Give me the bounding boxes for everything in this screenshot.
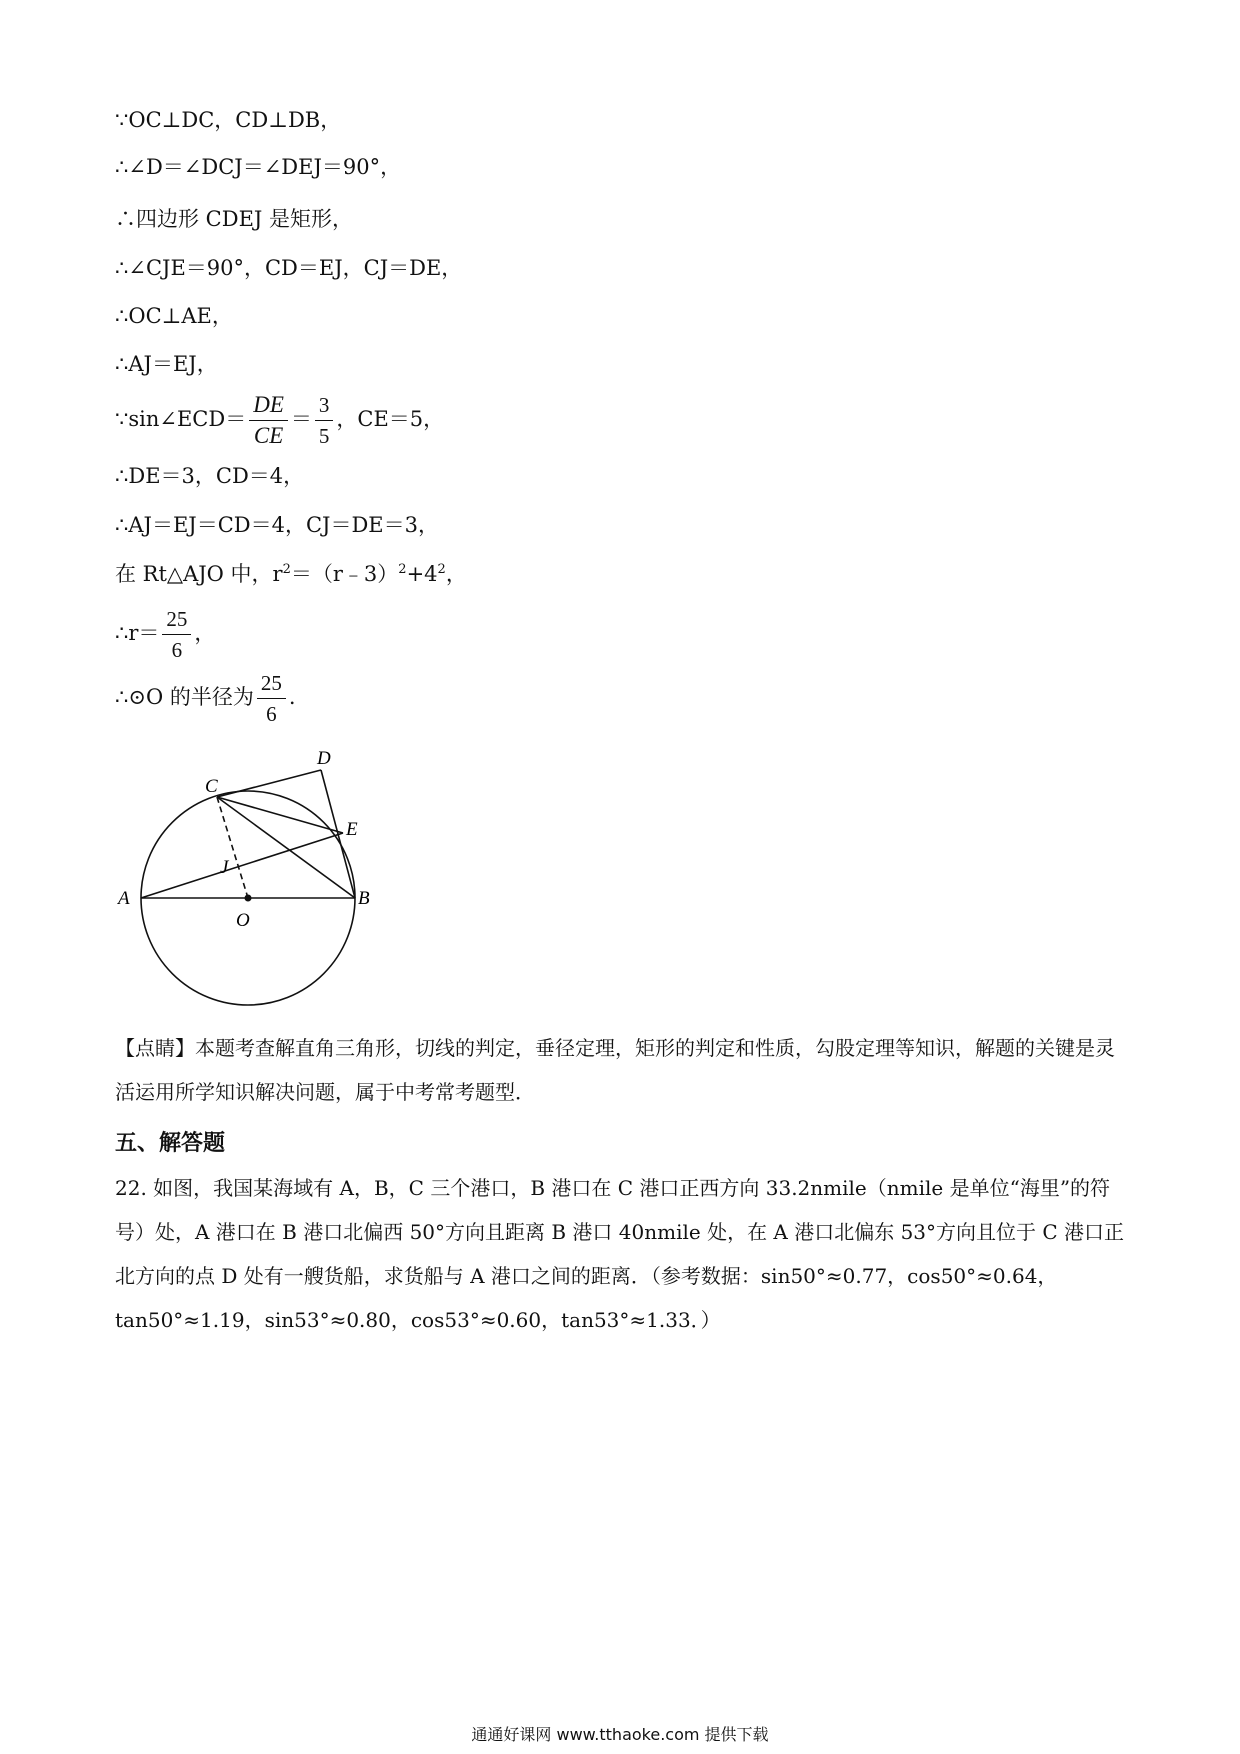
dashed-segment-co: [217, 797, 248, 898]
equation-part: +4: [406, 562, 438, 586]
exponent: 2: [437, 562, 446, 577]
solution-line-8: ∴DE＝3，CD＝4，: [115, 464, 305, 488]
comment-paragraph: 【点睛】本题考查解直角三角形，切线的判定，垂径定理，矩形的判定和性质，勾股定理等知识，解题的关键是灵活运用所学知识解决问题，属于中考常考题型．: [115, 1036, 1115, 1104]
fraction-25-6: [162, 604, 191, 665]
solution-line-9: ∴AJ＝EJ＝CD＝4，CJ＝DE＝3，: [115, 513, 439, 537]
conclusion-prefix: ∴⊙O 的半径为: [115, 685, 254, 709]
sin-suffix: ，CE＝5，: [336, 407, 445, 431]
solution-line-4: ∴∠CJE＝90°，CD＝EJ，CJ＝DE，: [115, 256, 463, 280]
solution-line-6: ∴AJ＝EJ，: [115, 352, 218, 376]
solution-line-3: ∴四边形 CDEJ 是矩形，: [115, 207, 354, 231]
solution-line-11: [115, 604, 215, 665]
fraction-3-5: [315, 390, 334, 451]
fraction-denominator: 6: [266, 702, 277, 726]
solution-line-12: [115, 668, 296, 729]
center-point-o: [245, 895, 252, 902]
equals-sign: ＝: [290, 407, 312, 431]
exponent: 2: [282, 562, 291, 577]
label-b: B: [358, 888, 370, 909]
label-j: J: [220, 857, 229, 878]
conclusion-suffix: .: [288, 685, 296, 709]
solution-line-10: [115, 560, 467, 588]
label-c: C: [205, 776, 218, 797]
fraction-denominator: CE: [253, 423, 284, 448]
segment-cb: [217, 797, 355, 898]
label-d: D: [317, 748, 331, 769]
geometry-figure: [110, 742, 390, 1012]
equation-part: ＝（r﹣3）: [290, 562, 399, 586]
solution-line-7: [115, 390, 444, 451]
fraction-denominator: 6: [171, 638, 183, 662]
fraction-25-6: [257, 668, 286, 729]
label-a: A: [118, 888, 130, 909]
section-heading: 五、解答题: [115, 1131, 226, 1156]
fraction-numerator: 3: [315, 390, 334, 421]
page-footer: 通通好课网 www.tthaoke.com 提供下载: [471, 1725, 769, 1744]
solution-line-2: ∴∠D＝∠DCJ＝∠DEJ＝90°，: [115, 155, 402, 179]
fraction-numerator: 25: [257, 668, 286, 699]
exponent: 2: [398, 562, 407, 577]
label-e: E: [346, 819, 358, 840]
label-o: O: [236, 910, 250, 931]
fraction-denominator: 5: [318, 424, 330, 448]
solution-line-1: ∵OC⊥DC，CD⊥DB，: [115, 108, 342, 132]
solution-line-5: ∴OC⊥AE，: [115, 304, 233, 328]
radius-suffix: ，: [194, 621, 216, 645]
segment-ce: [217, 797, 343, 833]
segment-ae: [141, 833, 343, 898]
radius-prefix: ∴r＝: [115, 621, 160, 645]
fraction-numerator: DE: [249, 390, 288, 421]
equation-part: ，: [445, 562, 467, 586]
question-paragraph: 22. 如图，我国某海域有 A，B，C 三个港口，B 港口在 C 港口正西方向 33.2nmile（nmile 是单位“海里”的符号）处，A 港口在 B 港口北偏西 50°方向且距离 B 港口 40nmile 处，在 A 港口北偏东 53°方向且位于 C 港口正北方向的点 D 处有一艘货船，求货船与 A 港口之间的距离．（参考数据：sin50°≈0.77，cos50°≈0.64，tan50°≈1.19，sin53°≈0.80，cos53°≈0.60，tan53°≈1.33．）: [115, 1176, 1125, 1332]
sin-prefix: ∵sin∠ECD＝: [115, 407, 247, 431]
fraction-numerator: 25: [162, 604, 191, 635]
equation-part: 在 Rt△AJO 中，r: [115, 562, 283, 586]
fraction-de-ce: [249, 390, 288, 451]
